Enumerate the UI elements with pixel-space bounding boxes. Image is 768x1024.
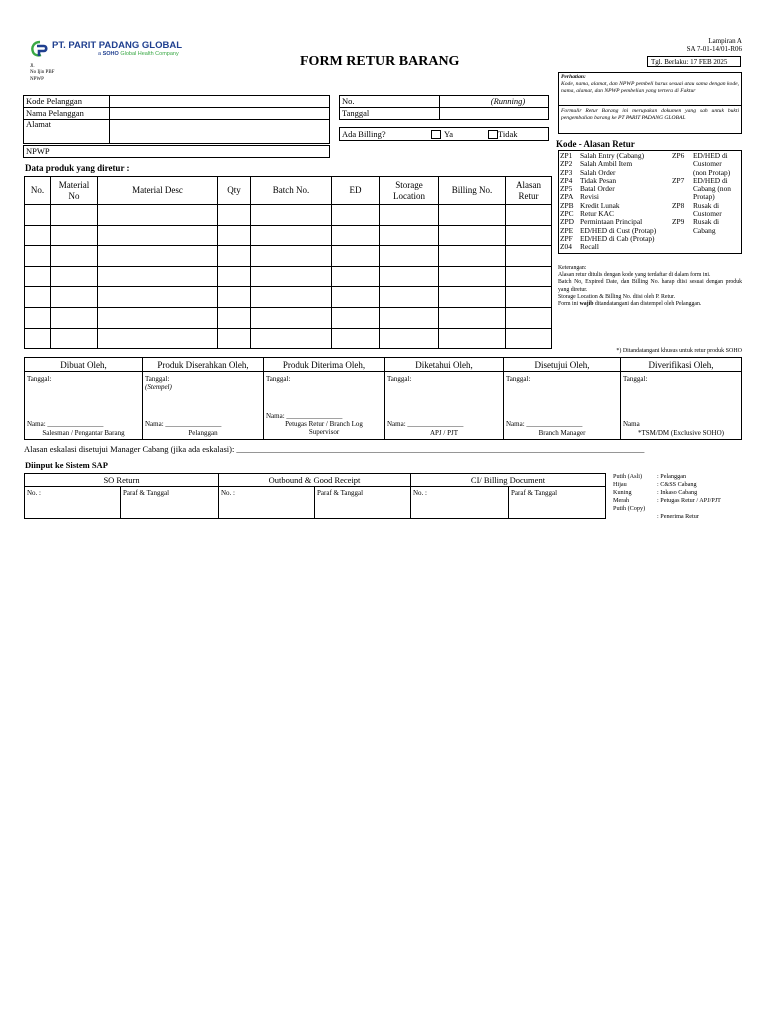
perhatian-note: Formulir Retur Barang ini merupakan dokumen yang sah untuk bukti pengembalian barang ke PT PARIT PADANG GLOBAL bbox=[561, 108, 739, 121]
kode-pelanggan-label: Kode Pelanggan bbox=[24, 96, 110, 108]
billing-doc-header: CI/ Billing Document bbox=[411, 474, 606, 487]
address-line: Jl. bbox=[30, 64, 35, 69]
produk-title: Data produk yang diretur : bbox=[25, 163, 130, 173]
table-row[interactable] bbox=[25, 205, 552, 226]
keterangan-line: Form ini wajib ditandatangani dan distempel oleh Pelanggan. bbox=[558, 301, 702, 308]
kode-item: ZP7 ED/HED di Cabang (non Protap) bbox=[672, 175, 731, 202]
ijin-line: No Ijin PBF bbox=[30, 70, 55, 76]
copy-item: Putih (Asli) : Pelanggan bbox=[613, 473, 687, 480]
table-row[interactable] bbox=[25, 225, 552, 246]
outbound-no-cell[interactable]: No. : bbox=[219, 487, 315, 519]
so-return-no-cell[interactable]: No. : bbox=[25, 487, 121, 519]
kode-item: ZPC Retur KAC bbox=[560, 209, 614, 219]
outbound-paraf-cell[interactable]: Paraf & Tanggal bbox=[315, 487, 411, 519]
ya-checkbox[interactable] bbox=[431, 130, 441, 139]
npwp-label: NPWP bbox=[24, 146, 330, 158]
diverifikasi-oleh-header: Diverifikasi Oleh, bbox=[621, 358, 742, 372]
npwp-line: NPWP bbox=[30, 76, 44, 82]
kode-pelanggan-field[interactable] bbox=[110, 96, 330, 108]
col-storage-location: Storage Location bbox=[380, 177, 439, 205]
kode-alasan-title: Kode - Alasan Retur bbox=[556, 139, 635, 149]
signature-cell[interactable]: Tanggal: Nama: ________________ Salesman / Pengantar Barang bbox=[25, 372, 143, 440]
company-tagline: a SOHO Global Health Company bbox=[98, 51, 179, 57]
signature-table bbox=[24, 357, 742, 440]
copies-legend bbox=[613, 473, 753, 521]
diterima-oleh-header: Produk Diterima Oleh, bbox=[264, 358, 385, 372]
signature-cell[interactable]: Tanggal: Nama: ________________ APJ / PJT bbox=[385, 372, 504, 440]
tidak-label: Tidak bbox=[498, 129, 518, 139]
kode-right-list bbox=[672, 152, 740, 235]
kode-item: ZP3 Salah Order bbox=[560, 167, 616, 177]
kode-item: ZP2 Salah Ambil Item bbox=[560, 159, 633, 169]
disetujui-oleh-header: Disetujui Oleh, bbox=[504, 358, 621, 372]
logo-mark-icon bbox=[30, 40, 50, 58]
copy-item: Merah : Petugas Retur / APJ/PJT bbox=[613, 497, 721, 504]
keterangan-line: Alasan retur ditulis dengan kode yang terdaftar di dalam form ini. bbox=[558, 272, 711, 279]
tgl-berlaku: Tgl. Berlaku: 17 FEB 2025 bbox=[651, 58, 728, 66]
keterangan-title: Keterangan: bbox=[558, 265, 587, 271]
col-alasan-retur: Alasan Retur bbox=[506, 177, 552, 205]
kode-item: ZP4 Tidak Pesan bbox=[560, 175, 617, 185]
billing-label: Ada Billing? bbox=[342, 129, 386, 139]
table-row[interactable] bbox=[25, 287, 552, 308]
copy-item: Kuning : Inkaso Cabang bbox=[613, 489, 698, 496]
copy-item: Hijau : C&SS Cabang bbox=[613, 481, 697, 488]
kode-left-list bbox=[560, 152, 672, 252]
kode-item: ZPD Permintaan Principal bbox=[560, 217, 643, 227]
perhatian-title: Perhatian: bbox=[561, 74, 586, 80]
npwp-table bbox=[23, 145, 330, 158]
doc-info-table bbox=[339, 95, 549, 120]
tanggal-field[interactable] bbox=[440, 108, 549, 120]
copy-item: : Penerima Retur bbox=[657, 513, 699, 520]
table-row[interactable] bbox=[25, 266, 552, 287]
produk-table bbox=[24, 176, 552, 349]
signature-cell[interactable]: Tanggal: Nama: ________________ Petugas Retur / Branch Log Supervisor bbox=[264, 372, 385, 440]
so-return-paraf-cell[interactable]: Paraf & Tanggal bbox=[121, 487, 219, 519]
eskalasi-line[interactable]: Alasan eskalasi disetujui Manager Cabang (jika ada eskalasi): ________________________________________________________________________________________________ bbox=[24, 444, 645, 454]
col-qty: Qty bbox=[218, 177, 251, 205]
dibuat-oleh-header: Dibuat Oleh, bbox=[25, 358, 143, 372]
copy-item: Putih (Copy) bbox=[613, 505, 646, 512]
nama-pelanggan-field[interactable] bbox=[110, 108, 330, 120]
perhatian-box bbox=[558, 72, 742, 134]
col-material-no: Material No bbox=[51, 177, 98, 205]
kode-item: ZP5 Batal Order bbox=[560, 184, 615, 194]
kode-item: Z04 Recall bbox=[560, 242, 599, 252]
sap-title: Diinput ke Sistem SAP bbox=[25, 460, 108, 470]
customer-table bbox=[23, 95, 330, 144]
no-value[interactable]: (Running) bbox=[440, 96, 549, 108]
nama-pelanggan-label: Nama Pelanggan bbox=[24, 108, 110, 120]
alamat-field[interactable] bbox=[110, 120, 330, 144]
kode-item: ZP8 Rusak di Customer bbox=[672, 200, 722, 219]
billing-box bbox=[339, 127, 549, 141]
kode-item: ZPE ED/HED di Cust (Protap) bbox=[560, 225, 657, 235]
page-title: FORM RETUR BARANG bbox=[300, 54, 460, 69]
doc-code: SA 7-01-14/01-R06 bbox=[686, 45, 742, 53]
kode-item: ZPF ED/HED di Cab (Protap) bbox=[560, 233, 655, 243]
soho-footnote: *) Ditandatangani khusus untuk retur produk SOHO bbox=[616, 348, 742, 354]
kode-item: ZPA Revisi bbox=[560, 192, 599, 202]
kode-item: ZP9 Rusak di Cabang bbox=[672, 217, 720, 235]
tanggal-label: Tanggal bbox=[340, 108, 440, 120]
kode-item: ZPB Kredit Lunak bbox=[560, 200, 620, 210]
col-ed: ED bbox=[332, 177, 380, 205]
kode-item: ZP1 Salah Entry (Cabang) bbox=[560, 151, 645, 160]
no-label: No. bbox=[340, 96, 440, 108]
produk-header-row bbox=[25, 177, 552, 205]
sap-table bbox=[24, 473, 606, 519]
kode-alasan-box bbox=[558, 150, 742, 254]
col-material-desc: Material Desc bbox=[98, 177, 218, 205]
alamat-label: Alamat bbox=[24, 120, 110, 144]
keterangan-line: Storage Location & Billing No. diisi oleh P. Retur. bbox=[558, 293, 676, 300]
col-billing-no: Billing No. bbox=[439, 177, 506, 205]
tidak-checkbox[interactable] bbox=[488, 130, 498, 139]
company-address bbox=[30, 64, 54, 83]
tgl-berlaku-box bbox=[647, 56, 741, 67]
col-batch-no: Batch No. bbox=[251, 177, 332, 205]
outbound-header: Outbound & Good Receipt bbox=[219, 474, 411, 487]
perhatian-text: Perhatian: Kode, nama, alamat, dan NPWP pembeli harus sesuai atau sama dengan kode, nama, alamat, dan NPWP pembelian yang tertera di Faktur bbox=[559, 73, 741, 106]
keterangan-line: Batch No, Expired Date, dan Billing No. harap diisi sesuai dengan produk yang diretur. bbox=[558, 279, 742, 293]
signature-cell[interactable]: Tanggal: Nama: ________________ Branch Manager bbox=[504, 372, 621, 440]
table-row[interactable] bbox=[25, 307, 552, 328]
col-no: No. bbox=[25, 177, 51, 205]
signature-cell[interactable]: Tanggal: (Stempel) Nama: ________________ Pelanggan bbox=[143, 372, 264, 440]
diserahkan-oleh-header: Produk Diserahkan Oleh, bbox=[143, 358, 264, 372]
billing-paraf-cell[interactable]: Paraf & Tanggal bbox=[509, 487, 606, 519]
company-name: PT. PARIT PADANG GLOBAL bbox=[52, 40, 183, 51]
ya-label: Ya bbox=[444, 129, 454, 139]
keterangan bbox=[558, 265, 742, 308]
table-row[interactable] bbox=[25, 246, 552, 267]
signature-cell[interactable]: Tanggal: Nama *TSM/DM (Exclusive SOHO) bbox=[621, 372, 742, 440]
so-return-header: SO Return bbox=[25, 474, 219, 487]
billing-no-cell[interactable]: No. : bbox=[411, 487, 509, 519]
table-row[interactable] bbox=[25, 328, 552, 349]
kode-item: ZP6 ED/HED di Customer (non Protap) bbox=[672, 151, 731, 177]
company-logo bbox=[30, 39, 195, 61]
diketahui-oleh-header: Diketahui Oleh, bbox=[385, 358, 504, 372]
lampiran-label: Lampiran A bbox=[708, 37, 742, 45]
